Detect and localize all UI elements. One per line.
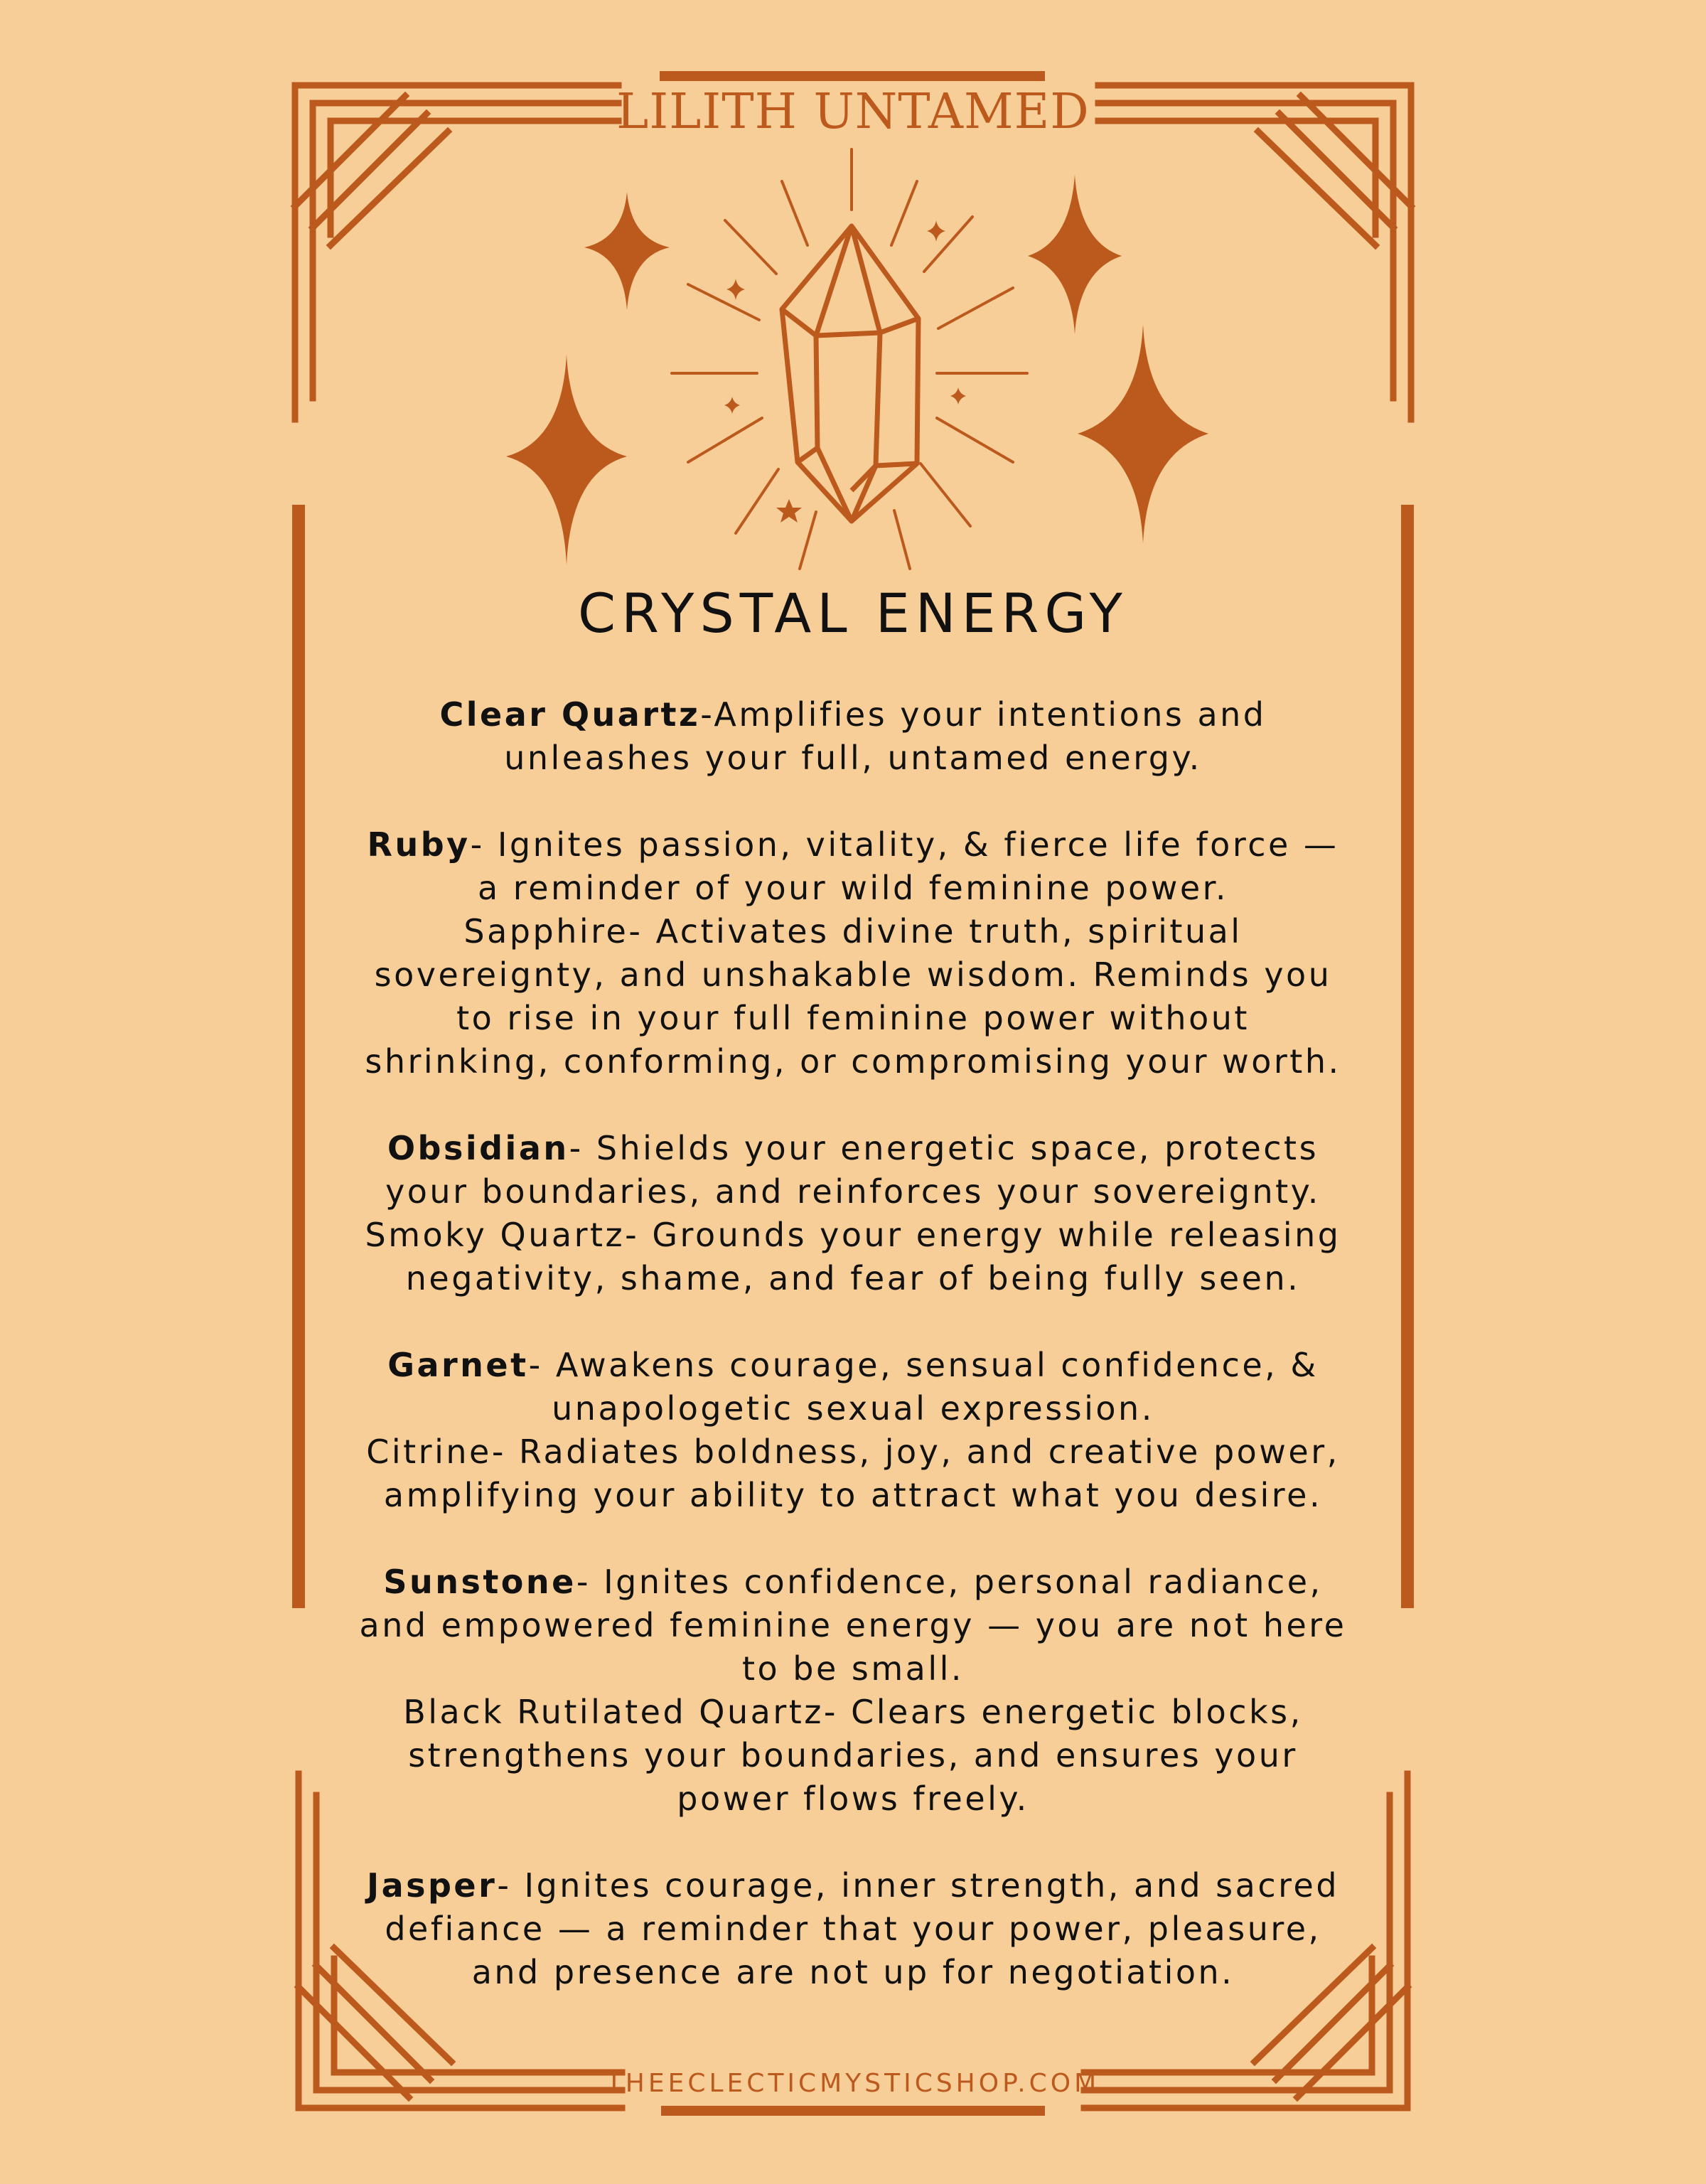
crystal-name: Jasper	[366, 1866, 498, 1905]
crystal-entry-obsidian	[306, 1127, 1400, 1300]
secondary-crystal-line: Smoky Quartz- Grounds your energy while releasing	[365, 1216, 1341, 1254]
crystal-description-cont: to be small.	[741, 1649, 965, 1688]
crystal-description: - Ignites passion, vitality, & fierce life force —	[470, 825, 1339, 864]
crystal-description: - Awakens courage, sensual confidence, &	[528, 1346, 1319, 1384]
crystal-name: Garnet	[387, 1346, 529, 1384]
crystal-name: Obsidian	[387, 1129, 569, 1167]
crystal-entry-ruby	[306, 823, 1400, 1083]
crystal-description-cont: your boundaries, and reinforces your sovereignty.	[385, 1172, 1321, 1211]
secondary-crystal-line: sovereignty, and unshakable wisdom. Reminds you	[374, 956, 1332, 994]
bottom-bar	[661, 2106, 1045, 2116]
secondary-crystal-line: Sapphire- Activates divine truth, spiritual	[463, 912, 1243, 951]
crystal-description: - Shields your energetic space, protects	[569, 1129, 1319, 1167]
crystal-entry-clear-quartz	[306, 693, 1400, 780]
secondary-crystal-line: Black Rutilated Quartz- Clears energetic blocks,	[403, 1693, 1303, 1731]
crystal-name: Clear Quartz	[439, 695, 701, 734]
crystal-description: - Ignites courage, inner strength, and sacred	[497, 1866, 1340, 1905]
brand-logo: LILITH UNTAMED	[616, 84, 1090, 140]
top-bar	[660, 71, 1045, 81]
crystal-icon	[782, 226, 918, 521]
crystal-description: -Amplifies your intentions and	[700, 695, 1267, 734]
crystal-entry-sunstone	[306, 1561, 1400, 1821]
crystal-description-cont: unleashes your full, untamed energy.	[504, 739, 1202, 777]
right-side-bar	[1401, 505, 1414, 1608]
left-side-bar	[292, 505, 305, 1608]
crystal-entry-garnet	[306, 1344, 1400, 1517]
crystal-name: Sunstone	[383, 1563, 576, 1601]
secondary-crystal-line: Citrine- Radiates boldness, joy, and creative power,	[366, 1433, 1340, 1471]
secondary-crystal-line: amplifying your ability to attract what you desire.	[383, 1476, 1323, 1514]
crystal-description: - Ignites confidence, personal radiance,	[576, 1563, 1323, 1601]
website-url[interactable]: THEECLECTICMYSTICSHOP.COM	[606, 2069, 1100, 2098]
crystal-description-cont: and empowered feminine energy — you are not here	[359, 1606, 1347, 1644]
secondary-crystal-line: power flows freely.	[677, 1779, 1029, 1818]
crystal-list	[306, 693, 1400, 1994]
crystal-description-cont: defiance — a reminder that your power, pleasure,	[385, 1910, 1321, 1948]
crystal-description-cont: unapologetic sexual expression.	[552, 1389, 1154, 1428]
page-title: CRYSTAL ENERGY	[578, 582, 1128, 645]
secondary-crystal-line: strengthens your boundaries, and ensures your	[408, 1736, 1298, 1774]
secondary-crystal-line: shrinking, conforming, or compromising your worth.	[365, 1042, 1341, 1081]
crystal-name: Ruby	[367, 825, 471, 864]
crystal-entry-jasper	[306, 1864, 1400, 1994]
secondary-crystal-line: negativity, shame, and fear of being fully seen.	[405, 1259, 1301, 1297]
radiating-rays	[672, 149, 1027, 569]
secondary-crystal-line: to rise in your full feminine power without	[456, 999, 1250, 1037]
crystal-description-cont: and presence are not up for negotiation.	[471, 1953, 1235, 1991]
crystal-description-cont: a reminder of your wild feminine power.	[478, 869, 1228, 907]
